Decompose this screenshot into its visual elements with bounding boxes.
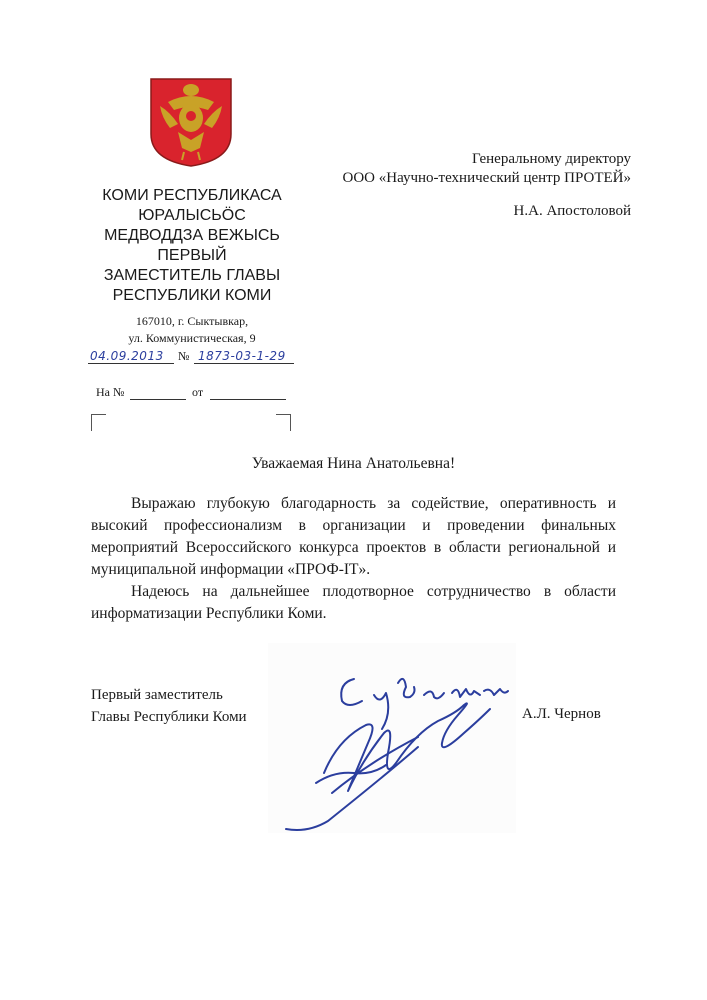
recipient-company: ООО «Научно-технический центр ПРОТЕЙ» (342, 170, 631, 186)
number-underline (194, 363, 294, 364)
registration-date: 04.09.2013 (90, 349, 164, 363)
sender-position (62, 246, 322, 306)
signer-name: А.Л. Чернов (522, 706, 601, 722)
signatory-title (91, 684, 247, 728)
ref-number-underline (130, 399, 186, 400)
ref-date-underline (210, 399, 286, 400)
ref-from-label: от (192, 385, 204, 399)
org-name-line: МЕДВОДДЗА ВЕЖЫСЬ (104, 227, 280, 244)
number-sign: № (178, 349, 190, 363)
reference-line (96, 384, 296, 402)
position-line: ЗАМЕСТИТЕЛЬ ГЛАВЫ (103, 267, 281, 284)
salutation: Уважаемая Нина Анатольевна! (251, 455, 456, 472)
org-name-line: КОМИ РЕСПУБЛИКАСА (102, 187, 282, 204)
letter-body (91, 493, 616, 625)
corner-mark (91, 414, 106, 431)
signatory-title-line: Первый заместитель (91, 687, 223, 703)
recipient-title: Генеральному директору (471, 151, 631, 167)
position-line: ПЕРВЫЙ (157, 247, 227, 264)
handwritten-signature (268, 643, 516, 833)
body-paragraph: Надеюсь на дальнейшее плодотворное сотрудничество в области информатизации Республики Коми. (91, 583, 616, 622)
body-paragraph: Выражаю глубокую благодарность за содействие, оперативность и высокий профессионализм в организации и проведении финальных мероприятий Всероссийского конкурса проектов в области региональной и муниципальной информации «ПРОФ-IT». (91, 495, 616, 578)
position-line: РЕСПУБЛИКИ КОМИ (112, 287, 272, 304)
recipient-name: Н.А. Апостоловой (513, 203, 631, 219)
ref-number-label: На № (96, 385, 125, 399)
registration-number: 1873-03-1-29 (198, 349, 286, 363)
recipient-block (343, 150, 632, 221)
sender-address (70, 313, 314, 347)
date-underline (88, 363, 174, 364)
registration-line (88, 344, 294, 366)
org-name-line: ЮРАЛЫСЬÖС (138, 207, 246, 224)
signatory-title-line: Главы Республики Коми (91, 709, 247, 725)
address-line: ул. Коммунистическая, 9 (128, 331, 256, 345)
organization-name (62, 186, 322, 246)
corner-mark (276, 414, 291, 431)
address-line: 167010, г. Сыктывкар, (135, 314, 249, 328)
coat-of-arms-icon (148, 76, 234, 168)
